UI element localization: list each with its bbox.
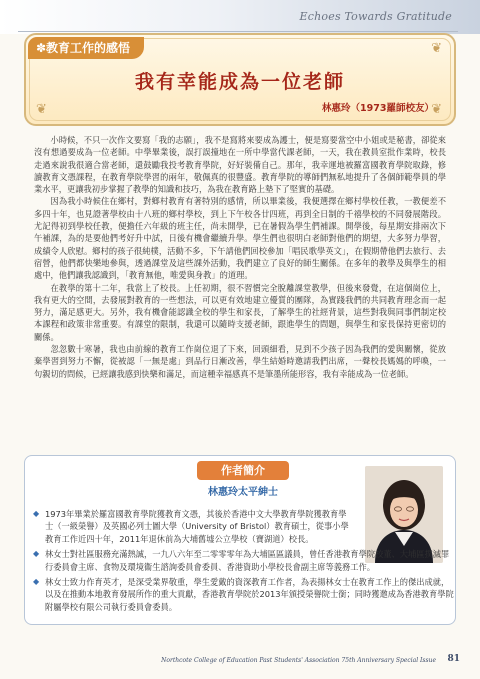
bio-item-text: 1973年畢業於羅富國教育學院獲教育文憑，其後於香港中文大學教育學院獲教育學士（一級榮譽）及英國必列士圖大學（University of Bristol）教育碩士，從事小學教育工作近四十年，2011年退休前為大埔舊墟公立學校（寶湖道）校長。 [45,509,349,544]
article-paragraph: 小時候，不只一次作文要寫「我的志願」，我不是寫將來要成為護士，便是寫要當空中小姐或是秘書，卻從來沒有想過要成為一位老師。中學畢業後，誤打誤撞地在一所中學當代課老師，一天，我在教員室批作業時，校長走過來說我很適合當老師，還鼓勵我投考教育學院，好好裝備自己。那年，我幸運地被羅富國教育學院取錄，修讀教育文憑課程，在教育學院學習的兩年，敬佩真的很豐盛。教育學院的導師們無私地提升了各個師範學員的學業水平，更讓我初步掌握了教學的知識和技巧，為我在教育路上墊下了堅實的基礎。 [34,135,446,195]
article-body [34,134,446,380]
bio-item-text: 林女士致力作育英才，是深受業界敬重，學生愛戴的資深教育工作者，為表揚林女士在教育工作上的傑出成就，以及在推動本地教育發展所作的重大貢獻，香港教育學院於2013年頒授榮譽院士銜；同時獲邀成為香港教育學院附屬學校有限公司執行委員會委員。 [45,577,454,612]
page-number: 81 [447,654,460,664]
article-paragraph: 忽忽數十寒暑，我也由前線的教育工作崗位退了下來，回頭細看，見到不少孩子因為我們的愛與關懷，從放棄學習到努力不懈，從被認「一無是處」到品行日漸改善，學生結婚時邀請我們出席，一聲校長媽媽的呼喚，一句親切的問候，已經讓我感到快樂和滿足，而這種幸福感真不是筆墨所能形容，我有幸能成為一位老師。 [34,344,446,379]
article-paragraph: 因為我小時候住在鄉村，對鄉村教育有著特別的感情，所以畢業後，我便選擇在鄉村學校任教，一教便差不多四十年，也見證著學校由十八班的鄉村學校，到上下午校各廿四班，再到全日制的千禧學校的不同發展階段。尤記得初到學校任教，便擔任六年級的班主任，尚未開學，已在暑假為學生們補課。開學後，每星期安排兩次下午補課，為的是要他們考好升中試，日後有機會繼續升學。學生們也很明白老師對他們的期望，大多努力學習，成績令人欣慰。鄉村的孩子很純樸，活動不多，下午請他們回校參加「唱民歌學英文」，在假期帶他們去旅行、去宿營，他們都快樂地參與，透過課堂及這些課外活動，我們建立了良好的師生關係。在多年的教學及與學生的相處中，他們讓我認識到，「教育無他，唯愛與身教」的道理。 [34,196,446,281]
bio-list-item [33,576,457,613]
author-bio-box [24,455,456,625]
bio-item-text: 林女士對社區服務充滿熱誠，一九八六年至二零零零年為大埔區區議員，曾任香港教育學院校董、大埔區撲滅罪行委員會主席、食物及環境衞生諮詢委員會委員、香港資助小學校長會副主席等義務工作。 [45,549,450,572]
header-rule [18,31,458,32]
footer-text: Northcote College of Education Past Students' Association 75th Anniversary Special Issue [161,657,436,664]
bio-author-name: 林惠玲太平紳士 [208,487,278,498]
bullet-icon: ◆ [33,577,40,587]
bullet-icon: ◆ [33,509,40,518]
corner-ornament-icon: ❦ [36,102,47,117]
article-paragraph: 在教學的第十二年，我當上了校長。上任初期，很不習慣完全脫離課堂教學，但後來發覺，在這個崗位上，我有更大的空間，去發展對教育的一些想法，可以更有效地建立優質的團隊，為實踐我們的共同教育理念而一起努力，滿足感更大。另外，我有機會能認識全校的學生和家長，了解學生的社經背景，這些對我與同事們制定校本課程和政策非常重要。有課堂的限制，我還可以隨時支援老師，跟進學生的問題，與學生和家長保持更密切的關係。 [34,282,446,342]
bio-list-item [33,508,351,545]
corner-ornament-icon: ❦ [431,102,442,117]
corner-ornament-icon: ❦ [431,41,442,56]
author-tag: 林惠玲（1973羅師校友） [322,103,434,114]
bullet-icon: ◆ [33,549,40,559]
article-title: 我有幸能成為一位老師 [134,71,345,93]
bio-list [33,508,454,616]
bio-heading: 作者簡介 [197,461,289,480]
bio-list-item [33,548,457,573]
title-banner [24,33,456,126]
section-label: ✽教育工作的感悟 [28,37,144,59]
series-title: Echoes Towards Gratitude [299,10,452,23]
